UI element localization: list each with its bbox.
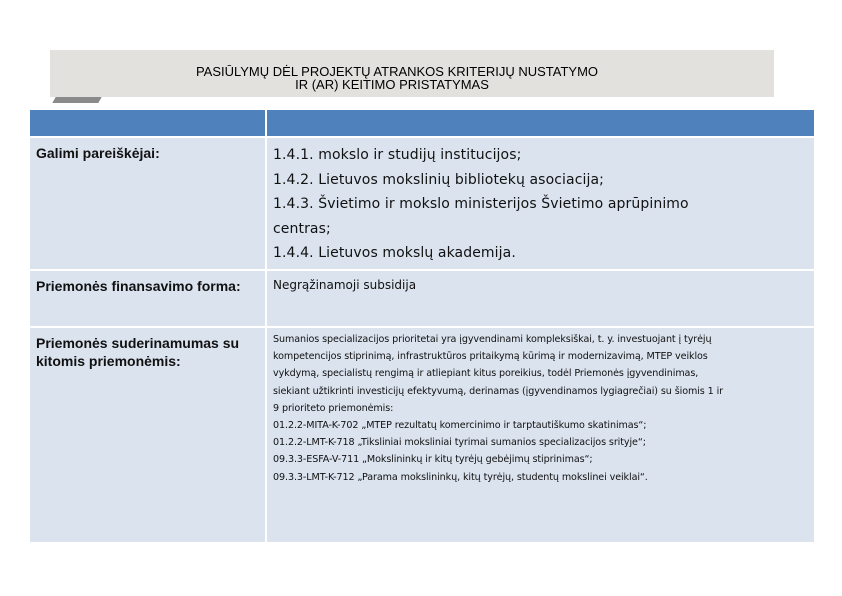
- text-line: vykdymą, specialistų rengimą ir atliepiant kitus poreikius, todėl Priemonės įgyvendinimas,: [273, 368, 699, 380]
- row-label: Priemonės suderinamumas su kitomis priemonėmis:: [29, 327, 266, 543]
- measure-item: 01.2.2-LMT-K-718 „Tiksliniai moksliniai tyrimai sumanios specializacijos srityje“;: [273, 437, 646, 449]
- text-line: 9 prioriteto priemonėmis:: [273, 402, 394, 414]
- table-row: [29, 137, 815, 270]
- measure-item: 09.3.3-ESFA-V-711 „Mokslininkų ir kitų tyrėjų gebėjimų stiprinimas“;: [273, 454, 593, 466]
- list-item: 1.4.1. mokslo ir studijų institucijos;: [273, 147, 522, 163]
- table-row: [29, 327, 815, 543]
- compatibility-text: [266, 327, 815, 543]
- list-item: centras;: [273, 220, 331, 237]
- header-cell-right: [266, 109, 815, 137]
- measure-item: 01.2.2-MITA-K-702 „MTEP rezultatų komercinimo ir tarptautiškumo skatinimas“;: [273, 420, 647, 432]
- header-cell-left: [29, 109, 266, 137]
- applicants-list: [266, 137, 815, 270]
- text-line: kompetencijos stiprinimą, infrastruktūros pritaikymą kūrimą ir modernizavimą, MTEP veiklos: [273, 351, 708, 363]
- text-line: Sumanios specializacijos prioritetai yra įgyvendinami kompleksiškai, t. y. investuojant į tyrėjų: [273, 334, 712, 345]
- title-line-1: PASIŪLYMŲ DĖL PROJEKTŲ ATRANKOS KRITERIJŲ NUSTATYMO: [195, 64, 599, 79]
- info-table: [28, 108, 816, 544]
- text-line: siekiant užtikrinti investicijų efektyvumą, derinamas (įgyvendinamos lygiagrečiai) su šiomis 1 ir: [273, 385, 723, 397]
- decorative-stripe: [52, 97, 101, 103]
- list-item: 1.4.2. Lietuvos mokslinių bibliotekų asociacija;: [273, 171, 604, 188]
- table-row: [29, 270, 815, 327]
- list-item: 1.4.4. Lietuvos mokslų akademija.: [273, 245, 516, 261]
- title-line-2: IR (AR) KEITIMO PRISTATYMAS: [295, 77, 489, 92]
- measure-item: 09.3.3-LMT-K-712 „Parama mokslininkų, kitų tyrėjų, studentų mokslinei veiklai“.: [273, 471, 648, 483]
- row-label: Galimi pareiškėjai:: [29, 137, 266, 270]
- page-title: [50, 65, 774, 91]
- list-item: 1.4.3. Švietimo ir mokslo ministerijos Švietimo aprūpinimo: [273, 196, 689, 212]
- row-label: Priemonės finansavimo forma:: [29, 270, 266, 327]
- financing-form-value: Negrąžinamoji subsidija: [266, 270, 815, 327]
- table-header-row: [29, 109, 815, 137]
